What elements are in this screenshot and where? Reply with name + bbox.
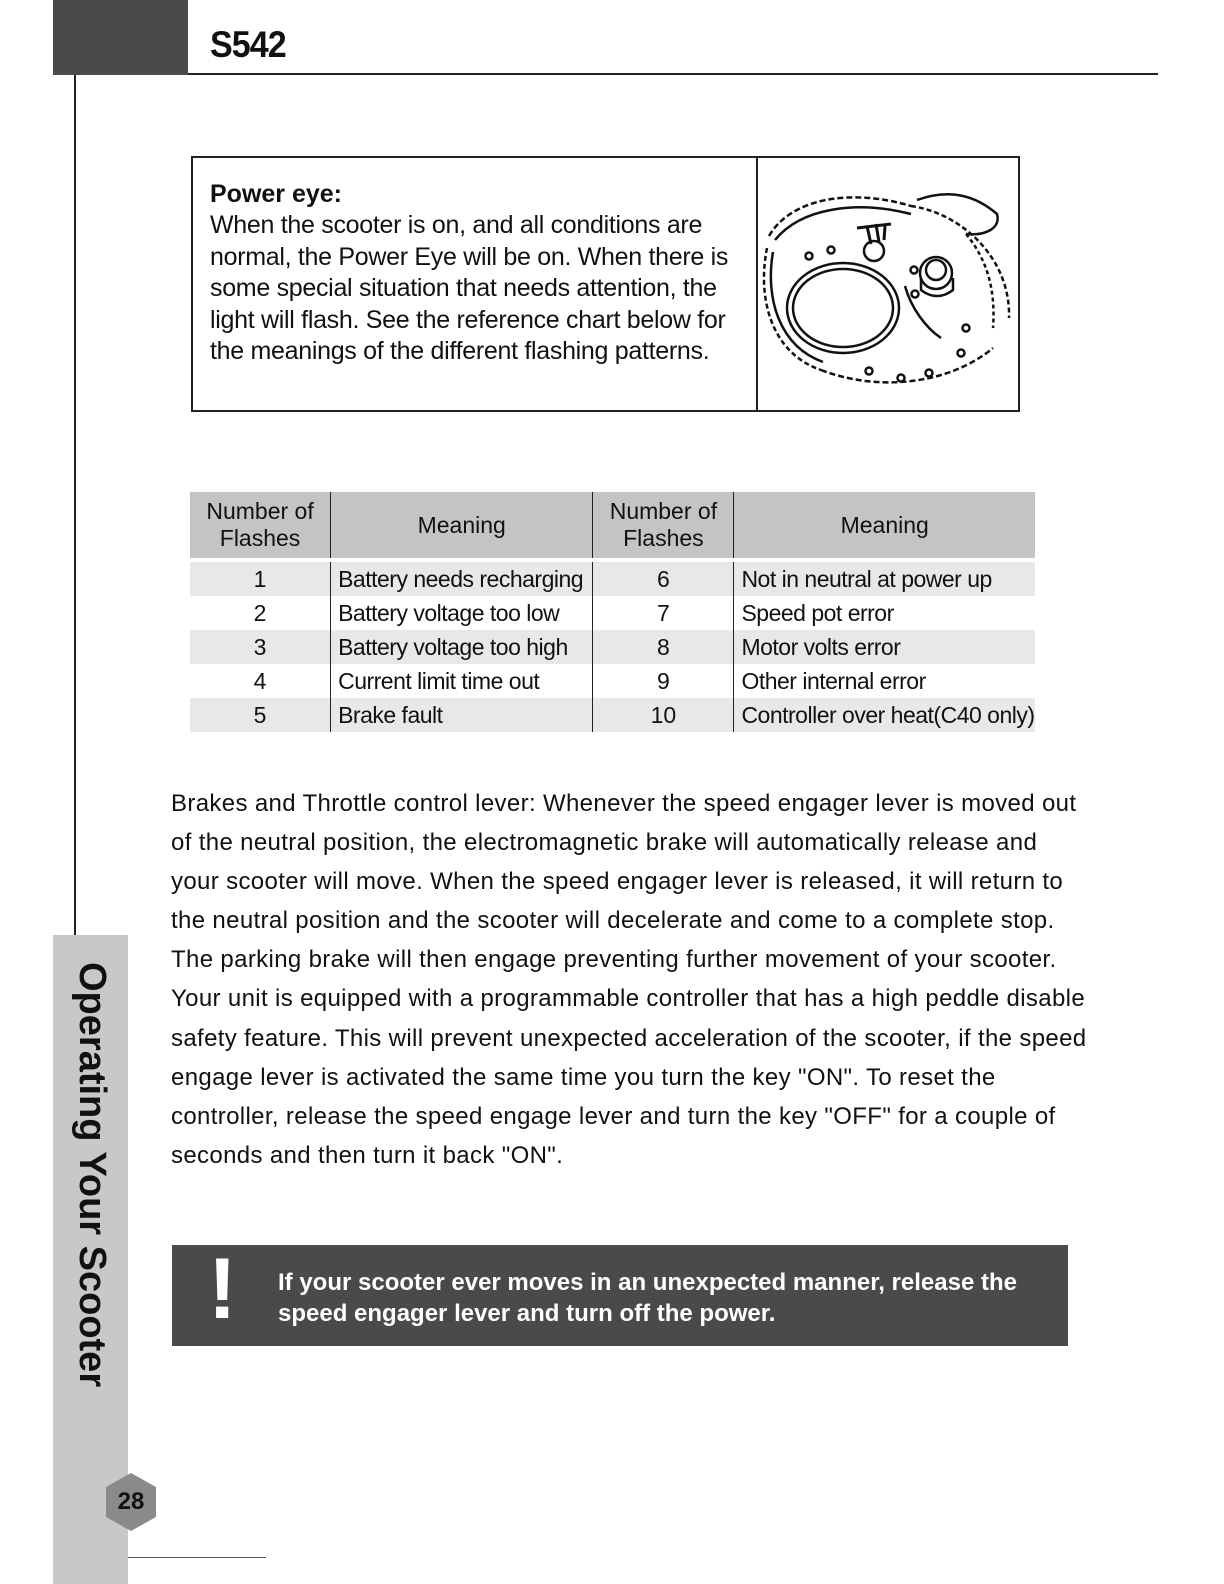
model-title: S542 xyxy=(210,24,286,65)
flash-meaning: Motor volts error xyxy=(734,630,1035,664)
header-meaning: Meaning xyxy=(331,492,593,560)
brakes-throttle-section xyxy=(171,784,1091,1175)
flash-count: 8 xyxy=(593,630,734,664)
warning-box xyxy=(172,1241,1068,1346)
table-row xyxy=(190,664,1035,698)
left-margin-rule xyxy=(74,75,76,935)
power-eye-title: Power eye: xyxy=(210,180,343,208)
brakes-throttle-paragraph: Brakes and Throttle control lever: Whenever the speed engager lever is moved out of the neutral position, the electromagnetic brake will automatically release and your scooter will move. When the speed engager lever is released, it will return to the neutral position and the scooter will decelerate and come to a complete stop. The parking brake will then engage preventing further movement of your scooter. Your unit is equipped with a programmable controller that has a high peddle disable safety feature. This will prevent unexpected acceleration of the scooter, if the speed engage lever is activated the same time you turn the key "ON". To reset the controller, release the speed engage lever and turn the key "OFF" for a couple of seconds and then turn it back "ON". xyxy=(171,790,1087,1169)
flash-count: 4 xyxy=(253,667,267,694)
flash-code-table xyxy=(190,492,1035,732)
flash-meaning: Not in neutral at power up xyxy=(734,560,1035,596)
power-eye-box xyxy=(191,156,1020,412)
exclamation-icon: ! xyxy=(208,1241,237,1337)
flash-count: 1 xyxy=(190,560,331,596)
flash-count: 9 xyxy=(593,664,734,698)
table-row xyxy=(190,560,1035,596)
header-block xyxy=(53,0,188,75)
table-row xyxy=(190,698,1035,732)
header-number-of-flashes-2: Number of Flashes xyxy=(593,492,734,560)
flash-count: 2 xyxy=(253,599,267,626)
warning-text: If your scooter ever moves in an unexpected manner, release the speed engager lever and turn off the power. xyxy=(278,1269,1017,1327)
flash-meaning: Battery voltage too high xyxy=(331,630,593,664)
flash-meaning: Battery needs recharging xyxy=(331,560,593,596)
control-panel-illustration xyxy=(761,178,1019,393)
flash-meaning: Brake fault xyxy=(331,698,593,732)
header-number-of-flashes: Number of Flashes xyxy=(190,492,331,560)
table-row xyxy=(190,630,1035,664)
header-rule xyxy=(188,73,1158,75)
header-meaning-2: Meaning xyxy=(734,492,1035,560)
flash-meaning: Speed pot error xyxy=(734,596,1035,630)
power-eye-divider xyxy=(756,158,758,410)
flash-count: 6 xyxy=(593,560,734,596)
page-number-badge xyxy=(104,1472,158,1532)
power-eye-body: When the scooter is on, and all conditions are normal, the Power Eye will be on. When there is some special situation that needs attention, the light will flash. See the reference chart below for the meanings of the different flashing patterns. xyxy=(210,211,729,365)
table-row xyxy=(190,596,1035,630)
flash-count: 3 xyxy=(190,630,331,664)
flash-count: 7 xyxy=(593,596,734,630)
table-header-row xyxy=(190,492,1035,560)
page-number: 28 xyxy=(117,1488,145,1515)
footer-line xyxy=(128,1557,266,1558)
side-section-title: Operating Your Scooter xyxy=(71,962,113,1388)
flash-meaning: Other internal error xyxy=(734,664,1035,698)
flash-meaning: Current limit time out xyxy=(331,664,593,698)
flash-meaning: Battery voltage too low xyxy=(331,596,593,630)
flash-count: 5 xyxy=(190,698,331,732)
flash-count: 10 xyxy=(593,698,734,732)
flash-meaning: Controller over heat(C40 only) xyxy=(734,698,1035,732)
